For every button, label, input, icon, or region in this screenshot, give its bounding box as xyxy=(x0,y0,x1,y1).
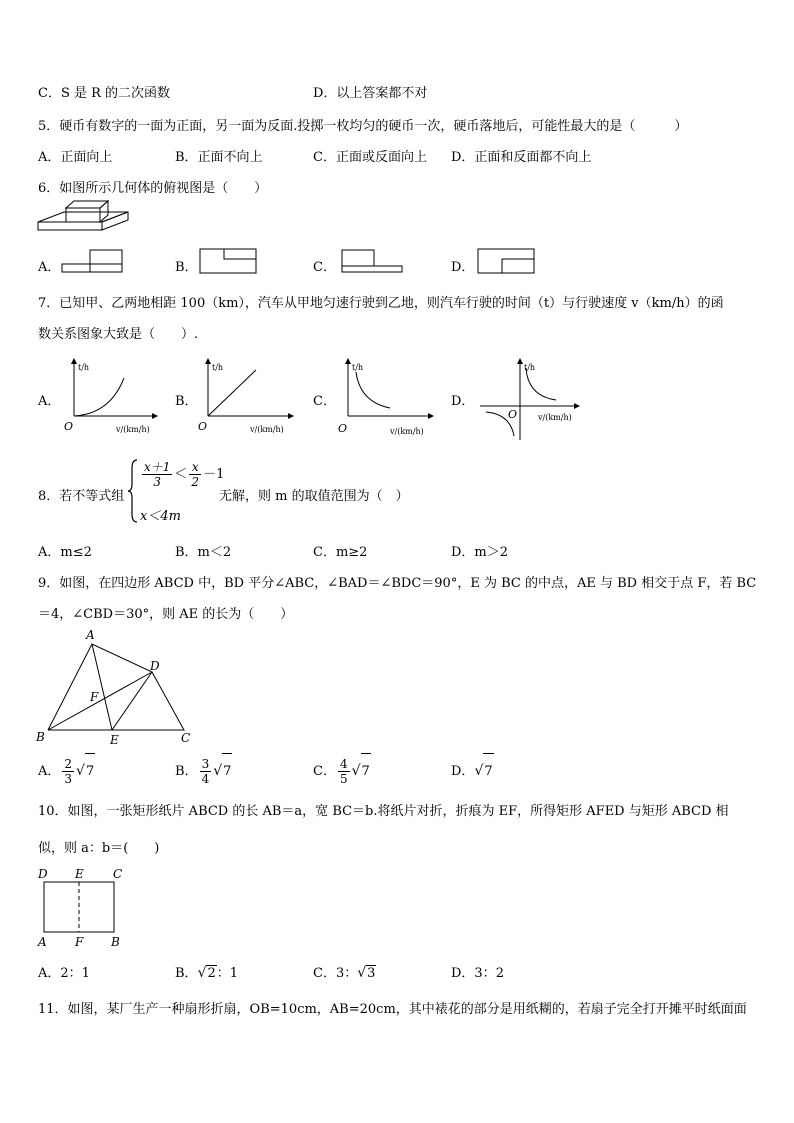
q9-option-c-radicand: 7 xyxy=(361,753,371,790)
q8-option-d: D．m＞2 xyxy=(451,545,509,560)
q6-label-c: C． xyxy=(313,260,336,275)
q8-brace xyxy=(126,458,140,524)
q8-inequality-1 xyxy=(140,458,224,492)
q8-option-a: A．m≤2 xyxy=(38,545,92,560)
q10-point-f: F xyxy=(75,935,84,949)
q10-option-b-radicand: 2 xyxy=(207,966,216,981)
q8-suffix: 无解，则 m 的取值范围为（ ） xyxy=(219,489,409,504)
q6-solid-figure xyxy=(36,198,132,238)
q9-option-c: C． $\frac{4}{5}$ √7 xyxy=(313,753,371,790)
q7-b-xlabel: v/(km/h) xyxy=(250,425,284,434)
q10-option-c-radicand: 3 xyxy=(367,966,376,981)
q10-option-b-label: B． xyxy=(175,966,198,981)
q6-option-c-figure xyxy=(340,248,404,274)
q7-b-origin: O xyxy=(198,420,208,433)
q9-stem-line2: ＝4，∠CBD＝30°，则 AE 的长为（ ） xyxy=(38,607,294,622)
q7-d-ylabel: t/h xyxy=(524,363,536,372)
q9-option-b-den: 4 xyxy=(201,772,210,786)
q7-a-origin: O xyxy=(64,420,74,433)
q7-graph-b xyxy=(196,358,296,438)
q7-c-origin: O xyxy=(338,422,348,435)
q7-label-d: D． xyxy=(451,394,475,409)
q10-option-c-label: C．3： xyxy=(313,966,358,981)
q11-stem: 11．如图，某厂生产一种扇形折扇，OB=10cm，AB=20cm，其中裱花的部分是用纸糊的，若扇子完全打开摊平时纸面面 xyxy=(38,1002,747,1017)
q9-option-a-radicand: 7 xyxy=(85,753,95,790)
q7-graph-d xyxy=(476,358,586,442)
q7-graph-c xyxy=(336,358,436,438)
q10-option-d: D．3：2 xyxy=(451,966,504,981)
q9-stem-line1: 9．如图，在四边形 ABCD 中，BD 平分∠ABC，∠BAD＝∠BDC＝90°，E 为 BC 的中点，AE 与 BD 相交于点 F，若 BC xyxy=(38,576,757,591)
q7-label-b: B． xyxy=(175,394,198,409)
q6-stem: 6．如图所示几何体的俯视图是（ ） xyxy=(38,181,268,196)
q9-option-c-label: C． xyxy=(313,764,336,779)
q6-option-a-figure xyxy=(60,248,124,274)
q9-option-d-label: D． xyxy=(451,764,475,779)
q9-option-d-radicand: 7 xyxy=(483,753,493,790)
q9-quadrilateral-figure xyxy=(34,626,194,748)
q9-point-f: F xyxy=(90,690,99,704)
q5-option-d: D．正面和反面都不向上 xyxy=(451,150,592,165)
q9-point-b: B xyxy=(36,730,45,744)
q9-option-c-num: 4 xyxy=(339,757,348,771)
q10-stem-line1: 10．如图，一张矩形纸片 ABCD 的长 AB＝a，宽 BC＝b.将纸片对折，折痕为 EF，所得矩形 AFED 与矩形 ABCD 相 xyxy=(38,804,729,819)
q9-option-a-den: 3 xyxy=(64,772,73,786)
q9-point-c: C xyxy=(181,731,191,745)
q10-rectangle-figure xyxy=(34,864,134,950)
q6-option-b-figure xyxy=(198,247,258,275)
q9-option-a: A． $\frac{2}{3}$ √7 xyxy=(38,753,95,790)
q10-point-d: D xyxy=(38,867,48,881)
q9-option-a-label: A． xyxy=(38,764,61,779)
q9-point-e: E xyxy=(110,733,119,747)
q6-option-d-figure xyxy=(476,247,536,275)
q5-option-c: C．正面或反面向上 xyxy=(313,150,427,165)
q10-option-a: A．2：1 xyxy=(38,966,90,981)
q7-graph-a xyxy=(60,358,160,438)
q8-frac2-den: 2 xyxy=(191,475,200,489)
q8-inequality-2: x＜4m xyxy=(140,509,181,524)
q9-option-b-num: 3 xyxy=(201,757,210,771)
q10-point-a: A xyxy=(38,935,47,949)
q7-label-c: C． xyxy=(313,394,336,409)
q9-option-c-den: 5 xyxy=(339,772,348,786)
q7-a-xlabel: v/(km/h) xyxy=(116,425,150,434)
q9-point-d: D xyxy=(150,659,160,673)
q10-stem-line2: 似，则 a：b＝( ) xyxy=(38,841,160,856)
q8-frac1-den: 3 xyxy=(153,475,162,489)
q6-label-a: A． xyxy=(38,260,61,275)
q8-frac2-num: x xyxy=(189,460,201,475)
q8-minus-one: －1 xyxy=(203,467,225,482)
q9-option-a-num: 2 xyxy=(64,757,73,771)
q6-label-b: B． xyxy=(175,260,198,275)
q7-d-xlabel: v/(km/h) xyxy=(538,413,572,422)
q7-d-origin: O xyxy=(508,408,518,421)
q7-stem-line2: 数关系图象大致是（ ）. xyxy=(38,327,199,342)
q8-option-c: C．m≥2 xyxy=(313,545,368,560)
q7-b-ylabel: t/h xyxy=(212,363,224,372)
q4-option-d: D．以上答案都不对 xyxy=(313,86,428,101)
q10-option-b: B．√2：1 xyxy=(175,965,239,981)
q7-stem-line1: 7．已知甲、乙两地相距 100（km），汽车从甲地匀速行驶到乙地，则汽车行驶的时间（t）与行驶速度 v（km/h）的函 xyxy=(38,296,724,311)
q7-c-xlabel: v/(km/h) xyxy=(390,427,424,436)
q10-option-c: C．3：√3 xyxy=(313,965,376,981)
q8-prefix: 8．若不等式组 xyxy=(38,489,125,504)
q10-option-b-tail: ：1 xyxy=(216,966,239,981)
q7-label-a: A． xyxy=(38,394,61,409)
q7-a-ylabel: t/h xyxy=(78,363,90,372)
q7-c-ylabel: t/h xyxy=(352,363,364,372)
q9-point-a: A xyxy=(86,628,95,642)
q8-frac1-num: x＋1 xyxy=(144,460,171,474)
q9-option-b: B． $\frac{3}{4}$ √7 xyxy=(175,753,232,790)
q10-point-b: B xyxy=(111,935,120,949)
q8-option-b: B．m＜2 xyxy=(175,545,232,560)
q8-less-than: ＜ xyxy=(174,467,188,482)
q4-option-c: C．S 是 R 的二次函数 xyxy=(38,86,171,101)
q5-option-b: B．正面不向上 xyxy=(175,150,263,165)
q10-point-c: C xyxy=(113,867,123,881)
q5-option-a: A．正面向上 xyxy=(38,150,113,165)
q9-option-b-label: B． xyxy=(175,764,198,779)
q9-option-b-radicand: 7 xyxy=(222,753,232,790)
q6-label-d: D． xyxy=(451,260,475,275)
q5-stem: 5．硬币有数字的一面为正面，另一面为反面.投掷一枚均匀的硬币一次，硬币落地后，可能性最大的是（ ） xyxy=(38,119,688,134)
q10-point-e: E xyxy=(75,867,84,881)
q9-option-d: D．√7 xyxy=(451,753,494,790)
